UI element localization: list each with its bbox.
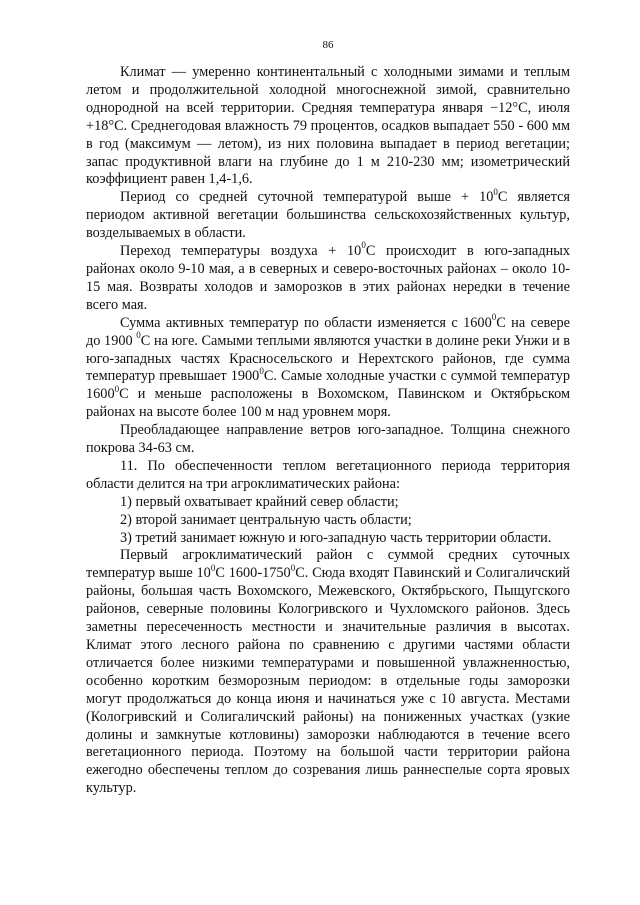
text-segment: Климат — умеренно континентальный с холодными зимами и теплым летом и продолжительной холодной многоснежной зимой, сравнительно однородной на всей территории. Средняя температура января −12°С, июля +18°С. Среднегодовая влажность 79 процентов, осадков выпадает 550 - 600 мм в год (максимум — летом), из них половина выпадает в период вегетации; запас продуктивной влаги на глубине до 1 м 210-230 мм; изометрический коэффициент равен 1,4-1,6. [86, 64, 570, 188]
text-segment: С. Самые холодные участки с суммой температур 1600 [86, 368, 570, 403]
text-segment: С и меньше расположены в Вохомском, Павинском и Октябрьском районах на высоте более 100 м над уровнем моря. [86, 386, 570, 421]
superscript-degree: 0 [259, 365, 264, 376]
list-item-region-3 [86, 530, 570, 548]
superscript-degree: 0 [290, 562, 296, 573]
text-segment: С является периодом активной вегетации большинства сельскохозяйственных культур, возделываемых в области. [86, 189, 570, 242]
paragraph-vegetation-period [86, 186, 570, 243]
paragraph-first-region [86, 547, 570, 798]
superscript-degree: 0 [493, 186, 498, 197]
text-segment: Первый агроклиматический район с суммой средних суточных температур выше 10 [86, 547, 570, 582]
page-number: 86 [322, 39, 334, 51]
text-segment: Сумма активных температур по области изменяется с 1600 [120, 314, 492, 331]
paragraph-active-temperatures [86, 311, 571, 422]
paragraph-climate [86, 64, 570, 189]
list-item-region-1 [86, 494, 570, 512]
superscript-degree: 0 [136, 329, 141, 340]
text-segment: С. Сюда входят Павинский и Солигаличский районы, большая часть Вохомского, Межевского, Октябрьского, Пыщугского районов, северные половины Кологривского и Чухломского районов. Здесь заметны пересеченность местности и значительные различия в высотах. Климат этого лесного района по сравнению с другими частями области отличается более низкими температурами и повышенной увлажненностью, особенно коротким безморозным периодом: в отдельные годы заморозки могут продолжаться до конца июня и начинаться уже с 10 августа. Местами (Кологривский и Солигаличский районы) на пониженных участках (узкие долины и замкнутые котловины) заморозки наблюдаются в течение всего вегетационного периода. Поэтому на большой части территории района ежегодно обеспечены теплом до созревания лишь раннеспелые сорта яровых культур. [86, 565, 571, 797]
superscript-degree: 0 [491, 311, 497, 322]
paragraph-winds-snow [86, 422, 570, 458]
text-segment: 1) первый охватывает крайний север области; [120, 493, 399, 510]
text-segment: С происходит в юго-западных районах около 9-10 мая, а в северных и северо-восточных районах – около 10-15 мая. Возвраты холодов и заморозков в этих районах нередки в течение всего мая. [86, 243, 571, 313]
text-segment: С 1600-1750 [215, 565, 291, 582]
text-segment: 11. По обеспеченности теплом вегетационного периода территория области делится на три агроклиматических района: [86, 457, 570, 492]
text-segment: Преобладающее направление ветров юго-западное. Толщина снежного покрова 34-63 см. [86, 422, 570, 457]
text-segment: 2) второй занимает центральную часть области; [120, 511, 412, 528]
text-segment: 3) третий занимает южную и юго-западную часть территории области. [120, 529, 552, 546]
text-segment: Период со средней суточной температурой выше + 10 [120, 189, 494, 206]
text-segment: Переход температуры воздуха + 10 [120, 243, 362, 260]
paragraph-agroclimatic-regions [86, 458, 570, 494]
superscript-degree: 0 [210, 562, 216, 573]
text-segment: С на севере до 1900 [86, 314, 570, 349]
document-body [86, 64, 570, 798]
paragraph-temperature-transition [86, 240, 571, 315]
text-segment: С на юге. Самыми теплыми являются участки в долине реки Унжи и в юго-западных частях Красносельского и Нерехтского районов, где сумма температур превышает 1900 [86, 332, 571, 385]
superscript-degree: 0 [361, 240, 366, 251]
superscript-degree: 0 [114, 383, 120, 394]
list-item-region-2 [86, 512, 570, 530]
